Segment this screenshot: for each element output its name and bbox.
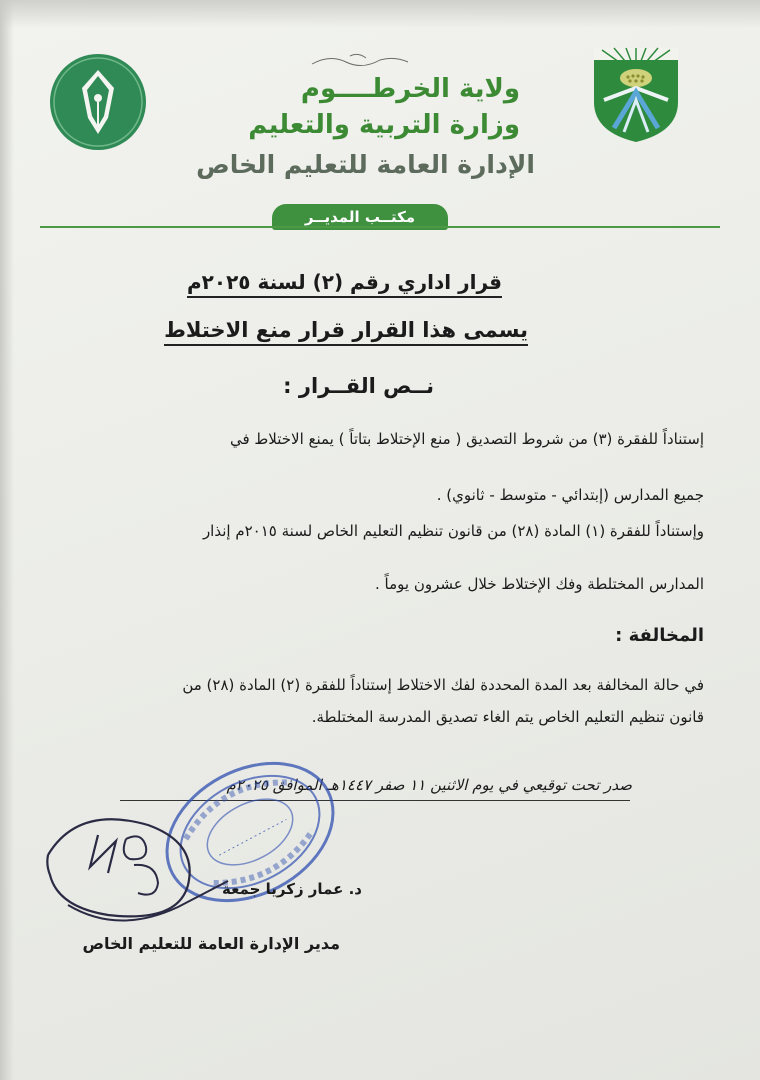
pen-nib-logo bbox=[48, 52, 148, 152]
issued-date: صدر تحت توقيعي في يوم الاثنين ١١ صفر ١٤٤٧هـ الموافق ٢٠٢٥م bbox=[226, 776, 632, 794]
ministry-name: وزارة التربية والتعليم bbox=[248, 110, 520, 140]
signatory-name: د. عمار زكريا جمعة bbox=[221, 880, 362, 898]
department-name: الإدارة العامة للتعليم الخاص bbox=[196, 150, 535, 179]
decision-text-heading: نــص القــرار : bbox=[283, 374, 434, 398]
header-ornament bbox=[310, 50, 410, 70]
paragraph-1-line-1: إستناداً للفقرة (٣) من شروط التصديق ( منع الإختلاط بتاتاً ) يمنع الاختلاط في bbox=[229, 430, 704, 448]
page-shadow-left bbox=[0, 0, 14, 1080]
khartoum-emblem bbox=[590, 40, 682, 144]
paragraph-1-line-2: جميع المدارس (إبتدائي - متوسط - ثانوي) . bbox=[436, 486, 704, 504]
paragraph-2-line-2: المدارس المختلطة وفك الإختلاط خلال عشرون يوماً . bbox=[375, 575, 704, 593]
state-name: ولاية الخرطــــوم bbox=[300, 74, 520, 104]
page-shadow-top bbox=[0, 0, 760, 28]
header-divider bbox=[40, 226, 720, 228]
violation-heading: المخالفة : bbox=[615, 625, 704, 646]
paragraph-2-line-1: وإستناداً للفقرة (١) المادة (٢٨) من قانون تنظيم التعليم الخاص لسنة ٢٠١٥م إنذار bbox=[202, 522, 704, 540]
handwritten-signature bbox=[38, 795, 238, 945]
office-tab: مكتــب المديــر bbox=[272, 204, 448, 230]
decision-number: قرار اداري رقم (٢) لسنة ٢٠٢٥م bbox=[187, 270, 502, 298]
violation-line-1: في حالة المخالفة بعد المدة المحددة لفك الاختلاط إستناداً للفقرة (٢) المادة (٢٨) من bbox=[182, 676, 704, 694]
signatory-title: مدير الإدارة العامة للتعليم الخاص bbox=[82, 934, 340, 953]
violation-line-2: قانون تنظيم التعليم الخاص يتم الغاء تصديق المدرسة المختلطة. bbox=[311, 708, 704, 726]
decision-title: يسمى هذا القرار قرار منع الاختلاط bbox=[164, 318, 528, 346]
